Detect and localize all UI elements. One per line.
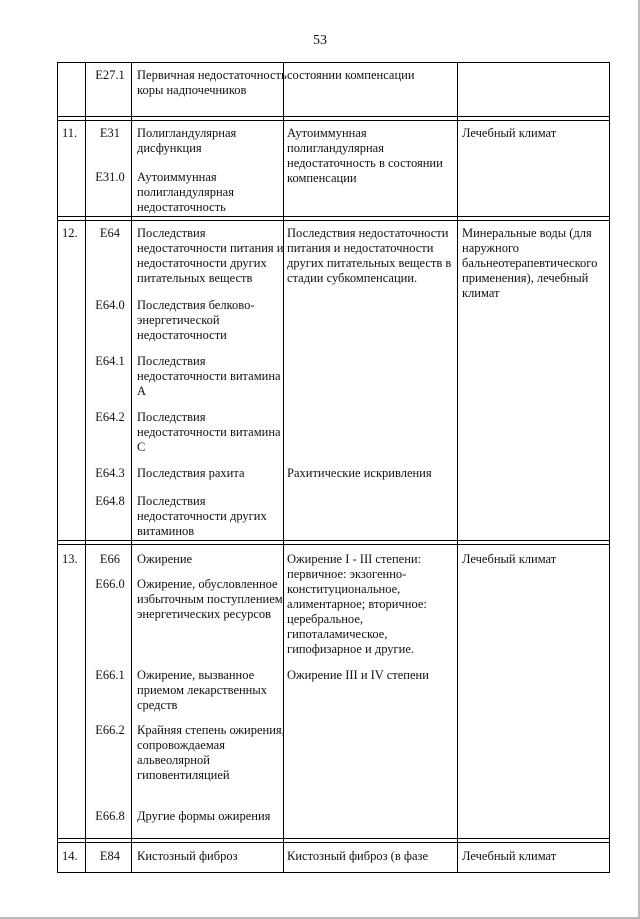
row-number: 14. [62,849,78,863]
disease-code: E64.0 [95,298,125,312]
disease-name: Последствия недостаточности питания и недостаточности других питательных веществ [137,226,284,285]
indication-text: Ожирение III и IV степени [287,668,429,682]
indication-text: Аутоиммунная полигландулярная недостаточность в состоянии компенсации [287,126,443,185]
row-number: 13. [62,552,78,566]
disease-code: E64.8 [95,494,125,508]
row-number: 12. [62,226,78,240]
disease-code: E64.3 [95,466,125,480]
disease-name: Полигландулярная дисфункция [137,126,237,155]
disease-code: E31.0 [95,170,125,184]
row-divider [57,220,609,221]
indication-text: Последствия недостаточности питания и недостаточности других питательных веществ в стадии субкомпенсации. [287,226,452,285]
page-number: 53 [313,33,327,48]
disease-code: E27.1 [95,68,125,82]
disease-name: Другие формы ожирения [137,809,271,823]
column-divider [57,62,58,873]
disease-code: E64.1 [95,354,125,368]
indication-text: состоянии компенсации [287,68,415,82]
disease-name: Последствия белково-энергетической недостаточности [137,298,255,342]
column-divider [609,62,610,873]
disease-name: Последствия недостаточности других витаминов [137,494,267,538]
row-divider [57,120,609,121]
table-border-top [57,62,609,63]
indication-text: Кистозный фиброз (в фазе [287,849,428,863]
disease-code: E66.2 [95,723,125,737]
column-divider [131,62,132,873]
row-number: 11. [62,126,78,140]
row-divider [57,544,609,545]
row-divider [57,838,609,839]
disease-code: E64 [99,226,121,240]
disease-code: E66.0 [95,577,125,591]
disease-name: Кистозный фиброз [137,849,238,863]
row-divider [57,216,609,217]
disease-name: Крайняя степень ожирения, сопровождаемая альвеолярной гиповентиляцией [137,723,285,782]
disease-name: Ожирение, вызванное приемом лекарственных средств [137,668,268,712]
disease-code: E66.8 [95,809,125,823]
column-divider [457,62,458,873]
row-divider [57,842,609,843]
row-divider [57,116,609,117]
disease-code: E84 [99,849,121,863]
disease-code: E66 [99,552,121,566]
disease-code: E64.2 [95,410,125,424]
table-border-bottom [57,872,609,873]
indication-text: Рахитические искривления [287,466,432,480]
indication-text: Ожирение I - III степени: первичное: экзогенно-конституциональное, алиментарное; вторичное: церебральное, гипоталамическое, гипофизарное и другие. [287,552,427,656]
disease-name: Последствия недостаточности витамина А [137,354,281,398]
disease-name: Аутоиммунная полигландулярная недостаточность [137,170,234,214]
disease-name: Последствия недостаточности витамина С [137,410,281,454]
disease-code: E31 [99,126,121,140]
disease-code: E66.1 [95,668,125,682]
resource-text: Лечебный климат [462,126,557,140]
disease-name: Первичная недостаточность коры надпочечников [137,68,287,97]
column-divider [85,62,86,873]
disease-name: Последствия рахита [137,466,245,480]
resource-text: Лечебный климат [462,552,557,566]
row-divider [57,540,609,541]
resource-text: Минеральные воды (для наружного бальнеотерапевтического применения), лечебный климат [462,226,598,300]
resource-text: Лечебный климат [462,849,557,863]
disease-name: Ожирение, обусловленное избыточным поступлением энергетических ресурсов [137,577,283,621]
disease-name: Ожирение [137,552,193,566]
